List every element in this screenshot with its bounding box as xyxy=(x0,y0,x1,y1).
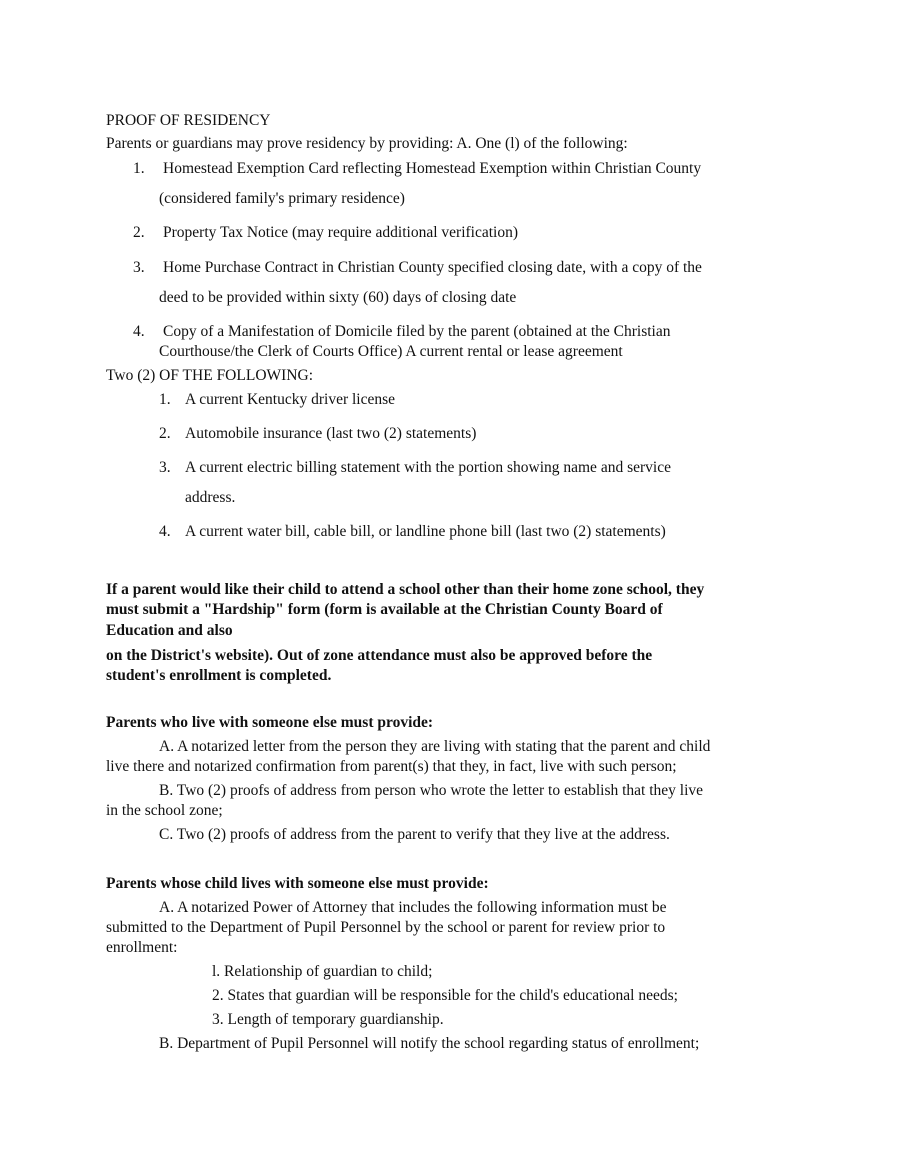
child-elsewhere-subitem: 3. Length of temporary guardianship. xyxy=(212,1011,444,1028)
list-b-number: 4. xyxy=(159,523,171,540)
child-elsewhere-subitem: 2. States that guardian will be responsible for the child's educational needs; xyxy=(212,987,678,1004)
someone-else-item-b: B. Two (2) proofs of address from person who wrote the letter to establish that they live xyxy=(159,782,704,799)
someone-else-item-b-continued: in the school zone; xyxy=(106,802,223,819)
hardship-paragraph-line: student's enrollment is completed. xyxy=(106,667,332,684)
list-a-number: 3. xyxy=(133,259,145,276)
list-a-item-continued: (considered family's primary residence) xyxy=(159,190,405,207)
list-a-item: Copy of a Manifestation of Domicile filed by the parent (obtained at the Christian xyxy=(163,323,671,340)
list-a-item-continued: Courthouse/the Clerk of Courts Office) A current rental or lease agreement xyxy=(159,343,623,360)
list-b-item: A current water bill, cable bill, or landline phone bill (last two (2) statements) xyxy=(185,523,666,540)
list-a-item: Property Tax Notice (may require additional verification) xyxy=(163,224,519,241)
someone-else-item-a-continued: live there and notarized confirmation from parent(s) that they, in fact, live with such person; xyxy=(106,758,677,775)
hardship-paragraph-line: on the District's website). Out of zone attendance must also be approved before the xyxy=(106,647,653,664)
list-a-item-continued: deed to be provided within sixty (60) days of closing date xyxy=(159,289,517,306)
child-elsewhere-heading: Parents whose child lives with someone else must provide: xyxy=(106,875,489,892)
hardship-paragraph-line: must submit a "Hardship" form (form is available at the Christian County Board of xyxy=(106,601,663,618)
list-a-number: 1. xyxy=(133,160,145,177)
child-elsewhere-item-b: B. Department of Pupil Personnel will notify the school regarding status of enrollment; xyxy=(159,1035,700,1052)
two-of-following-heading: Two (2) OF THE FOLLOWING: xyxy=(106,367,313,384)
list-b-number: 1. xyxy=(159,391,171,408)
list-a-item: Homestead Exemption Card reflecting Homestead Exemption within Christian County xyxy=(163,160,702,177)
child-elsewhere-subitem: l. Relationship of guardian to child; xyxy=(212,963,433,980)
someone-else-item-c: C. Two (2) proofs of address from the parent to verify that they live at the address. xyxy=(159,826,670,843)
list-b-item: A current electric billing statement with the portion showing name and service xyxy=(185,459,671,476)
list-b-item: Automobile insurance (last two (2) statements) xyxy=(185,425,477,442)
list-a-number: 4. xyxy=(133,323,145,340)
intro-text: Parents or guardians may prove residency by providing: A. One (l) of the following: xyxy=(106,135,628,152)
list-a-item: Home Purchase Contract in Christian County specified closing date, with a copy of the xyxy=(163,259,702,276)
hardship-paragraph-line: Education and also xyxy=(106,622,233,639)
hardship-paragraph-line: If a parent would like their child to attend a school other than their home zone school, they xyxy=(106,581,705,598)
section-heading: PROOF OF RESIDENCY xyxy=(106,112,271,129)
child-elsewhere-item-a: A. A notarized Power of Attorney that includes the following information must be xyxy=(159,899,667,916)
list-b-item: A current Kentucky driver license xyxy=(185,391,396,408)
child-elsewhere-item-a-continued: enrollment: xyxy=(106,939,178,956)
list-a-number: 2. xyxy=(133,224,145,241)
someone-else-item-a: A. A notarized letter from the person they are living with stating that the parent and child xyxy=(159,738,711,755)
list-b-number: 3. xyxy=(159,459,171,476)
someone-else-heading: Parents who live with someone else must provide: xyxy=(106,714,434,731)
child-elsewhere-item-a-continued: submitted to the Department of Pupil Personnel by the school or parent for review prior to xyxy=(106,919,666,936)
list-b-number: 2. xyxy=(159,425,171,442)
list-b-item-continued: address. xyxy=(185,489,236,506)
